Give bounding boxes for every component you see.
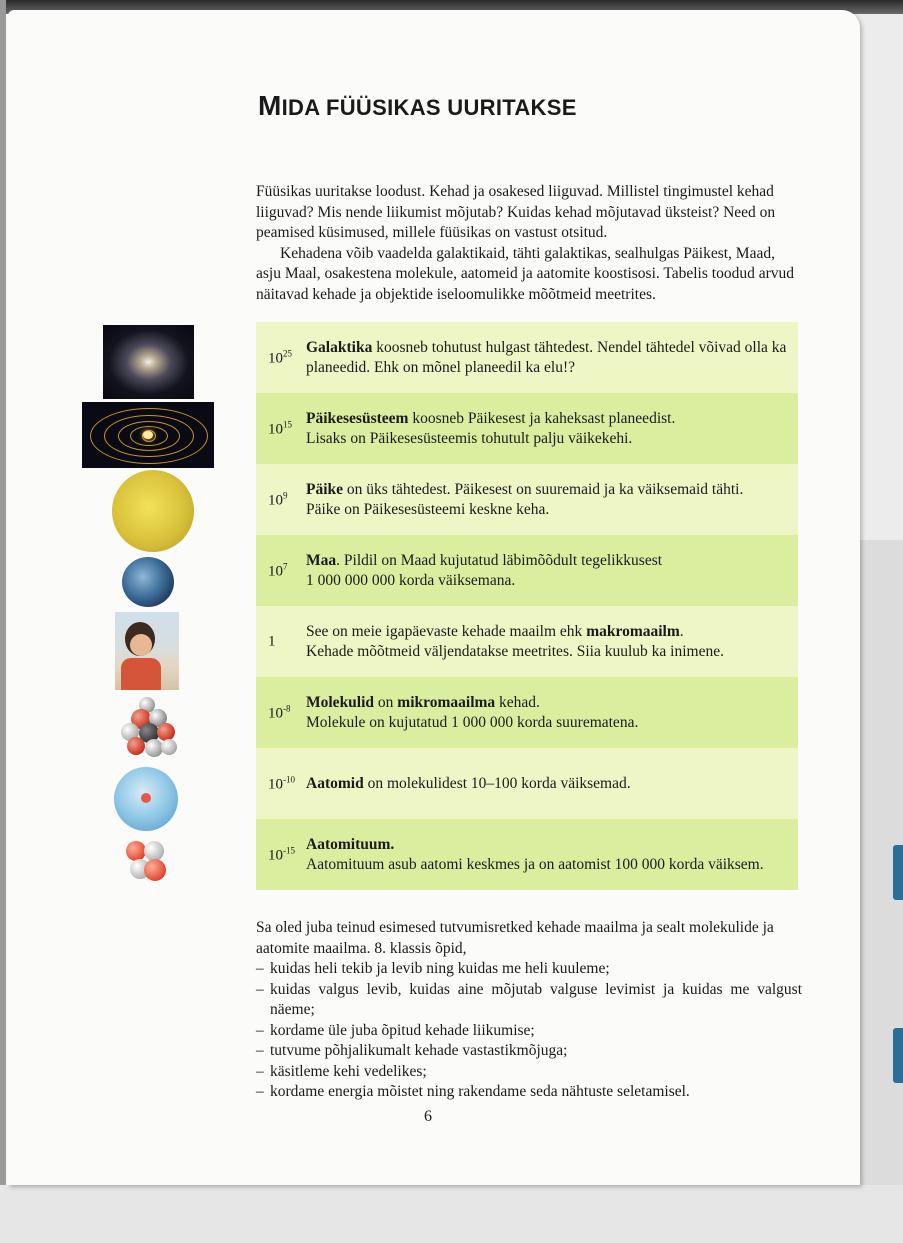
table-row bbox=[256, 322, 798, 393]
galaxy-image bbox=[103, 325, 194, 399]
row-description: Päikesesüsteem koosneb Päikesest ja kaheksast planeedist. Lisaks on Päikesesüsteemis tohutult palju väikekehi. bbox=[306, 409, 676, 447]
nucleus-image bbox=[124, 839, 170, 883]
row-description: Molekulid on mikromaailma kehad. Molekule on kujutatud 1 000 000 korda suurematena. bbox=[306, 693, 639, 731]
sun-image bbox=[112, 470, 194, 552]
intro-paragraph: Füüsikas uuritakse loodust. Kehad ja osakesed liiguvad. Millistel tingimustel kehad liiguvad? Mis nende liikumist mõjutab? Kuidas kehad mõjutavad üksteist? Need on peamised küsimused, millele füüsikas on vastust otsitud. bbox=[256, 183, 776, 241]
row-description: Galaktika koosneb tohutust hulgast tähtedest. Nendel tähtedel võivad olla ka planeedid. Ehk on mõnel planeedil ka elu!? bbox=[306, 338, 787, 376]
table-row bbox=[256, 535, 798, 606]
solar-system-image bbox=[82, 402, 214, 468]
scale-value: $10^{25}$ bbox=[268, 348, 292, 366]
atom-image bbox=[114, 767, 178, 831]
intro-text bbox=[256, 182, 802, 305]
topic-list bbox=[256, 959, 802, 1103]
scale-table bbox=[256, 322, 798, 890]
scanner-edge-left bbox=[0, 0, 6, 1243]
table-row bbox=[256, 606, 798, 677]
page-title: MIDA FÜÜSIKAS UURITAKSE bbox=[258, 90, 577, 121]
list-item: – kordame üle juba õpitud kehade liikumise; bbox=[256, 1021, 802, 1042]
scale-value: 1 bbox=[268, 633, 276, 649]
list-item: – kuidas valgus levib, kuidas aine mõjutab valguse levimist ja kuidas me valgust näeme; bbox=[256, 980, 802, 1021]
list-item: – kordame energia mõistet ning rakendame seda nähtuste seletamisel. bbox=[256, 1082, 802, 1103]
scanner-edge-bottom bbox=[0, 1185, 903, 1243]
row-description: Päike on üks tähtedest. Päikesest on suuremaid ja ka väiksemaid tähti. Päike on Päikesesüsteemi keskne keha. bbox=[306, 480, 744, 518]
row-description: See on meie igapäevaste kehade maailm ehk makromaailm. Kehade mõõtmeid väljendatakse meetrites. Siia kuulub ka inimene. bbox=[306, 622, 724, 660]
table-row bbox=[256, 748, 798, 819]
table-row bbox=[256, 819, 798, 890]
page-tab-marker bbox=[893, 1028, 903, 1083]
row-description: Maa. Pildil on Maad kujutatud läbimõõdult tegelikkusest 1 000 000 000 korda väiksemana. bbox=[306, 551, 663, 589]
scale-value: $10^{-8}$ bbox=[268, 703, 291, 721]
intro-paragraph: Kehadena võib vaadelda galaktikaid, tähti galaktikas, sealhulgas Päikest, Maad, asju Maal, osakestena molekule, aatomeid ja aatomite koostisosi. Tabelis toodud arvud näitavad kehade ja objektide iseloomulikke mõõtmeid meetrites. bbox=[256, 244, 794, 303]
list-item: – kuidas heli tekib ja levib ning kuidas me heli kuuleme; bbox=[256, 959, 802, 980]
row-description: Aatomid on molekulidest 10–100 korda väiksemad. bbox=[306, 774, 631, 792]
list-item: – tutvume põhjalikumalt kehade vastastikmõjuga; bbox=[256, 1041, 802, 1062]
outro-text bbox=[256, 918, 802, 1103]
table-row bbox=[256, 677, 798, 748]
molecule-image bbox=[117, 695, 179, 761]
child-photo bbox=[115, 612, 179, 690]
sun-dot bbox=[143, 431, 153, 439]
page-tab-marker bbox=[893, 845, 903, 900]
scale-value: $10^9$ bbox=[268, 490, 288, 508]
scale-value: $10^{15}$ bbox=[268, 419, 292, 437]
scale-value: $10^7$ bbox=[268, 561, 288, 579]
outro-lead: Sa oled juba teinud esimesed tutvumisretked kehade maailma ja sealt molekulide ja aatomite maailma. 8. klassis õpid, bbox=[256, 919, 774, 957]
list-item: – käsitleme kehi vedelikes; bbox=[256, 1062, 802, 1083]
scale-value: $10^{-10}$ bbox=[268, 774, 295, 792]
scale-value: $10^{-15}$ bbox=[268, 845, 295, 863]
table-row bbox=[256, 464, 798, 535]
page-number: 6 bbox=[424, 1108, 432, 1125]
table-row bbox=[256, 393, 798, 464]
row-description: Aatomituum. Aatomituum asub aatomi keskmes ja on aatomist 100 000 korda väiksem. bbox=[306, 835, 764, 873]
earth-image bbox=[122, 557, 174, 607]
